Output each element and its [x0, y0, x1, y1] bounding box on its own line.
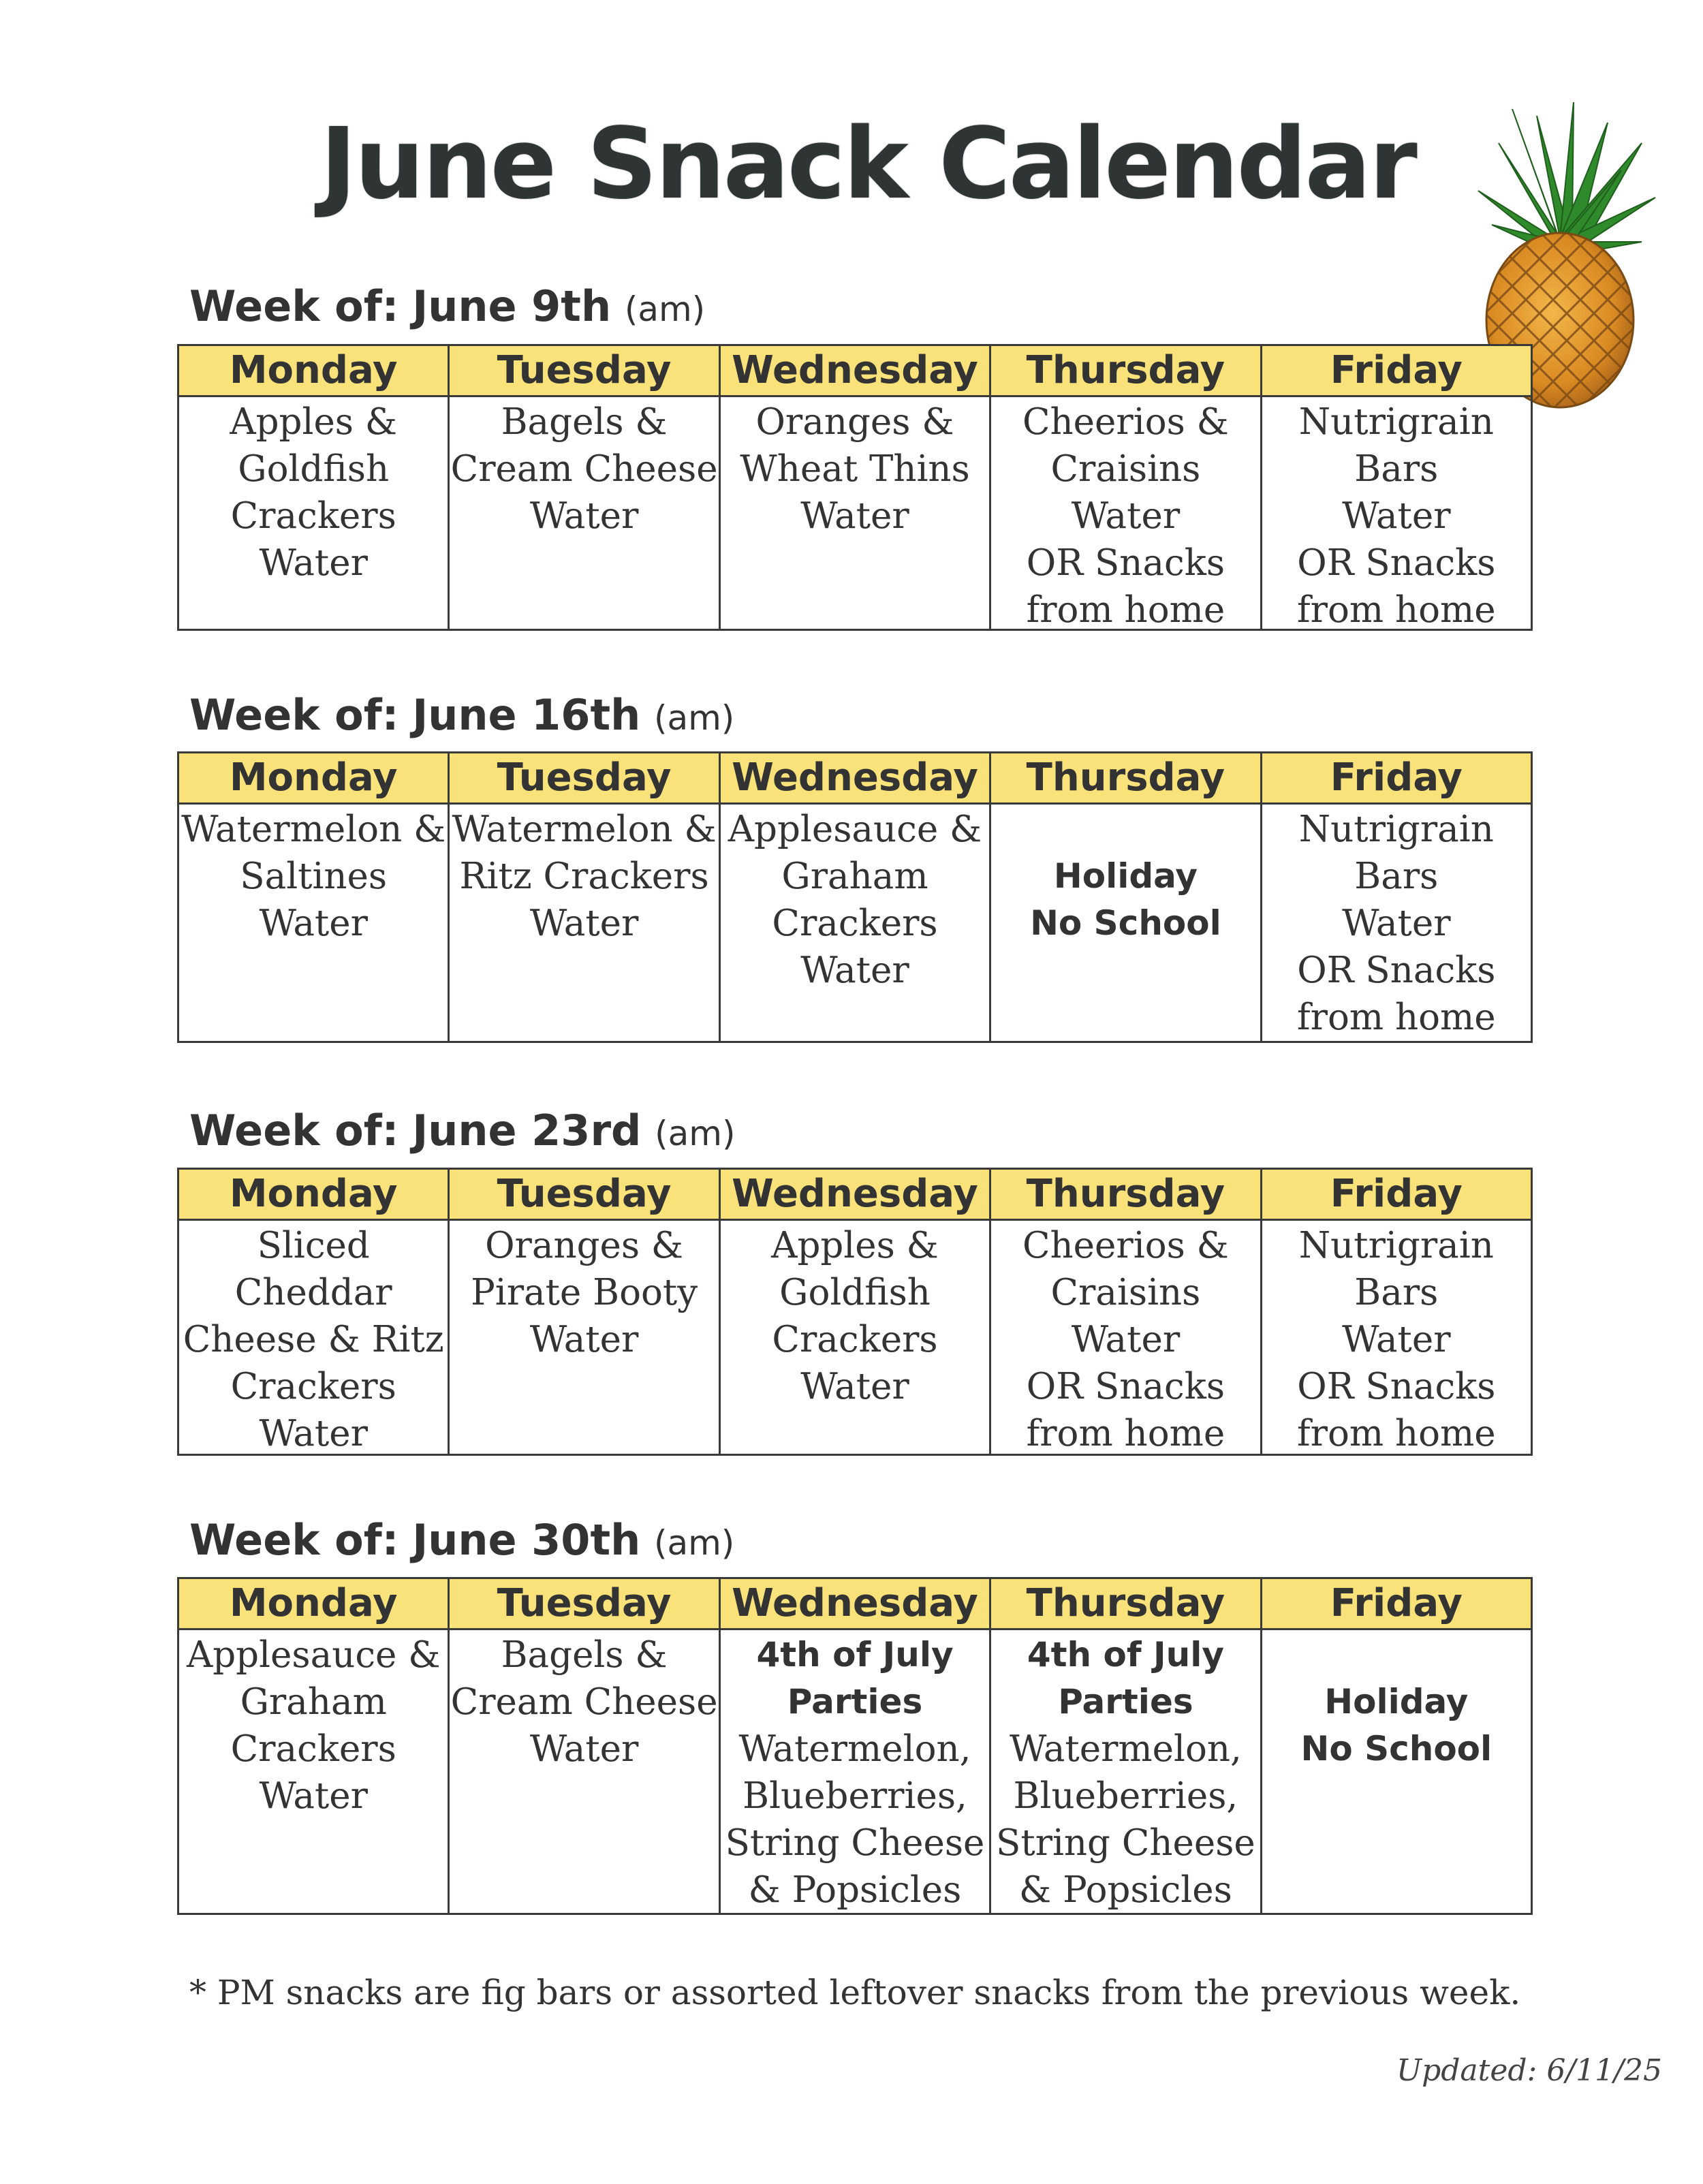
snack-line: Oranges &: [755, 401, 954, 443]
snack-line: Bagels &: [501, 1634, 668, 1676]
snack-line: Pirate Booty: [471, 1272, 698, 1313]
day-header: Thursday: [991, 753, 1262, 802]
day-header: Wednesday: [721, 1579, 991, 1628]
snack-line: OR Snacks: [1026, 1366, 1225, 1407]
snack-line: Water: [529, 1728, 639, 1770]
snack-line: Crackers: [230, 1366, 396, 1407]
snack-line: from home: [1297, 589, 1496, 631]
week-table: [177, 1168, 1533, 1456]
day-header: Thursday: [991, 346, 1262, 395]
day-header-row: [179, 1170, 1531, 1221]
snack-line: Holiday: [1053, 856, 1198, 896]
snack-line: Sliced: [257, 1225, 370, 1266]
day-header: Tuesday: [450, 1170, 720, 1219]
day-header: Friday: [1330, 1172, 1463, 1216]
week-label: [189, 685, 734, 746]
snack-line: Watermelon &: [452, 809, 717, 850]
day-header: Friday: [1330, 348, 1463, 392]
snack-line: Parties: [787, 1682, 923, 1721]
snack-line: Water: [259, 1413, 368, 1454]
snack-line: Graham: [781, 856, 928, 897]
snack-line: Goldfish: [238, 448, 390, 490]
day-header: Monday: [179, 753, 450, 802]
snack-cell: [450, 397, 720, 629]
snack-line: Water: [1342, 903, 1451, 944]
snack-row: [179, 1630, 1531, 1913]
week-label-prefix: Week of:: [189, 1106, 399, 1155]
snack-cell: [721, 397, 991, 629]
snack-line: Nutrigrain: [1298, 1225, 1494, 1266]
snack-line: OR Snacks: [1297, 542, 1496, 584]
week-label-suffix: (am): [655, 1114, 736, 1153]
snack-cell: [1262, 805, 1531, 1041]
snack-line: Goldfish: [779, 1272, 931, 1313]
snack-line: Crackers: [772, 1319, 938, 1360]
snack-line: Blueberries,: [743, 1775, 967, 1817]
day-header: Friday: [1330, 1581, 1463, 1625]
snack-line: from home: [1026, 1413, 1225, 1454]
snack-line: Wheat Thins: [740, 448, 970, 490]
week-label-prefix: Week of:: [189, 1515, 399, 1565]
week-label-date: June 30th: [412, 1515, 641, 1565]
day-header: Monday: [179, 346, 450, 395]
snack-cell: [721, 805, 991, 1041]
day-header: Wednesday: [721, 346, 991, 395]
week-label-prefix: Week of:: [189, 690, 399, 740]
snack-line: Bagels &: [501, 401, 668, 443]
snack-line: Water: [259, 542, 368, 584]
snack-line: Water: [800, 495, 909, 537]
week-label: [189, 1510, 734, 1571]
snack-line: Water: [529, 1319, 639, 1360]
snack-line: Water: [1342, 495, 1451, 537]
snack-row: [179, 1221, 1531, 1454]
day-header: Monday: [179, 1579, 450, 1628]
week-label-suffix: (am): [653, 1523, 735, 1563]
snack-line: Cream Cheese: [450, 448, 718, 490]
snack-line: OR Snacks: [1297, 1366, 1496, 1407]
snack-line: Bars: [1354, 856, 1439, 897]
snack-cell: [450, 1630, 720, 1913]
week-label-suffix: (am): [653, 698, 735, 738]
snack-cell: [1262, 397, 1531, 629]
day-header: Wednesday: [721, 1170, 991, 1219]
snack-line: Water: [259, 1775, 368, 1817]
snack-line: Cheerios &: [1022, 401, 1229, 443]
snack-line: Water: [1071, 1319, 1181, 1360]
week-table: [177, 1577, 1533, 1915]
snack-line: OR Snacks: [1297, 950, 1496, 991]
snack-cell: [179, 397, 450, 629]
week-label-date: June 16th: [412, 690, 641, 740]
snack-line: Graham: [240, 1681, 387, 1723]
snack-line: Applesauce &: [728, 809, 982, 850]
snack-line: OR Snacks: [1026, 542, 1225, 584]
snack-line: Watermelon,: [738, 1728, 971, 1770]
snack-line: & Popsicles: [1019, 1869, 1232, 1911]
day-header: Tuesday: [450, 753, 720, 802]
snack-cell: [450, 1221, 720, 1454]
day-header: Thursday: [991, 1579, 1262, 1628]
snack-line: Parties: [1058, 1682, 1193, 1721]
week-table: [177, 344, 1533, 631]
snack-cell: [991, 805, 1262, 1041]
snack-cell: [179, 1221, 450, 1454]
snack-line: Water: [529, 495, 639, 537]
day-header: Wednesday: [721, 753, 991, 802]
snack-cell: [991, 397, 1262, 629]
snack-line: Water: [800, 1366, 909, 1407]
updated-date: Updated: 6/11/25: [1396, 2053, 1662, 2088]
day-header-row: [179, 346, 1531, 397]
day-header-row: [179, 753, 1531, 805]
week-label: [189, 1100, 735, 1161]
snack-line: 4th of July: [1027, 1635, 1224, 1674]
snack-line: [991, 806, 1260, 853]
snack-line: Nutrigrain: [1298, 401, 1494, 443]
snack-line: 4th of July: [756, 1635, 954, 1674]
week-label-date: June 9th: [412, 281, 612, 331]
week-label: [189, 276, 705, 337]
snack-cell: [991, 1630, 1262, 1913]
snack-line: Apples &: [771, 1225, 939, 1266]
snack-line: Watermelon,: [1009, 1728, 1242, 1770]
snack-row: [179, 397, 1531, 629]
snack-line: Nutrigrain: [1298, 809, 1494, 850]
snack-line: Water: [800, 950, 909, 991]
snack-line: Bars: [1354, 1272, 1439, 1313]
snack-cell: [1262, 1630, 1531, 1913]
snack-line: Water: [1071, 495, 1181, 537]
day-header: Tuesday: [450, 1579, 720, 1628]
snack-line: Applesauce &: [186, 1634, 441, 1676]
snack-line: Oranges &: [485, 1225, 684, 1266]
snack-line: Cheddar: [234, 1272, 392, 1313]
snack-line: Bars: [1354, 448, 1439, 490]
snack-line: Cheerios &: [1022, 1225, 1229, 1266]
snack-line: Craisins: [1050, 448, 1201, 490]
snack-line: Crackers: [772, 903, 938, 944]
snack-line: No School: [1030, 903, 1221, 943]
week-label-prefix: Week of:: [189, 281, 399, 331]
snack-line: Water: [529, 903, 639, 944]
week-label-date: June 23rd: [412, 1106, 642, 1155]
snack-cell: [450, 805, 720, 1041]
day-header: Monday: [179, 1170, 450, 1219]
snack-row: [179, 805, 1531, 1041]
snack-cell: [179, 1630, 450, 1913]
snack-line: Water: [259, 903, 368, 944]
snack-line: No School: [1300, 1729, 1493, 1768]
week-table: [177, 751, 1533, 1043]
snack-cell: [721, 1630, 991, 1913]
snack-line: Cream Cheese: [450, 1681, 718, 1723]
snack-cell: [721, 1221, 991, 1454]
snack-line: Holiday: [1324, 1682, 1469, 1721]
snack-line: Saltines: [240, 856, 388, 897]
snack-line: Watermelon &: [181, 809, 446, 850]
snack-line: & Popsicles: [748, 1869, 962, 1911]
day-header: Friday: [1330, 755, 1463, 800]
day-header: Thursday: [991, 1170, 1262, 1219]
page-title: June Snack Calendar: [320, 106, 1416, 221]
snack-cell: [179, 805, 450, 1041]
snack-line: Crackers: [230, 495, 396, 537]
snack-line: Water: [1342, 1319, 1451, 1360]
snack-line: Blueberries,: [1013, 1775, 1238, 1817]
snack-line: [1262, 1632, 1531, 1679]
week-label-suffix: (am): [624, 290, 706, 329]
day-header-row: [179, 1579, 1531, 1630]
snack-line: from home: [1297, 1413, 1496, 1454]
snack-cell: [991, 1221, 1262, 1454]
snack-line: Cheese & Ritz: [183, 1319, 444, 1360]
snack-line: Crackers: [230, 1728, 396, 1770]
snack-line: from home: [1026, 589, 1225, 631]
snack-line: Ritz Crackers: [459, 856, 709, 897]
snack-line: Apples &: [230, 401, 398, 443]
day-header: Tuesday: [450, 346, 720, 395]
snack-line: Craisins: [1050, 1272, 1201, 1313]
snack-line: String Cheese: [725, 1822, 985, 1864]
snack-line: from home: [1297, 997, 1496, 1038]
snack-cell: [1262, 1221, 1531, 1454]
footnote: * PM snacks are fig bars or assorted leftover snacks from the previous week.: [189, 1973, 1521, 2012]
snack-line: String Cheese: [996, 1822, 1255, 1864]
